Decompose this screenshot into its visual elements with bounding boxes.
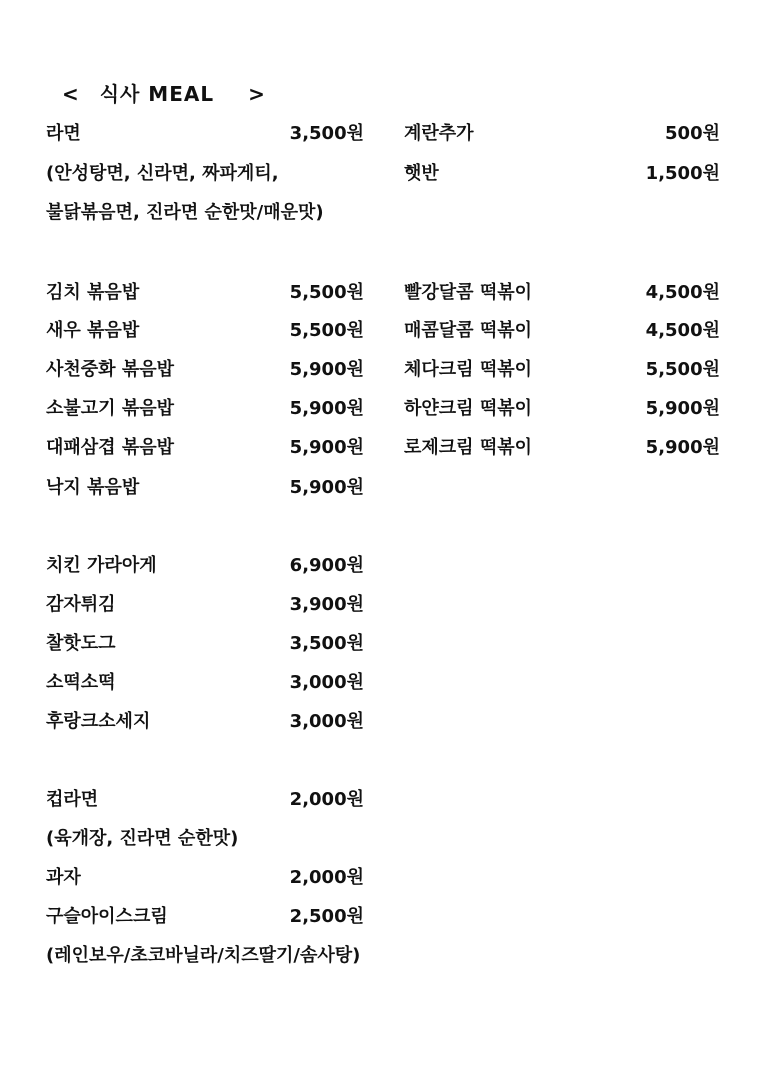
menu-item xyxy=(46,435,364,461)
menu-item xyxy=(404,318,720,344)
menu-item-name: 낙지 볶음밥 xyxy=(46,477,140,498)
menu-item xyxy=(404,357,720,383)
menu-item-price: 5,500원 xyxy=(645,359,720,380)
menu-item-note: 불닭볶음면, 진라면 순한맛/매운맛) xyxy=(46,202,324,223)
menu-item-name: 로제크림 떡볶이 xyxy=(404,437,532,458)
menu-item-note: (육개장, 진라면 순한맛) xyxy=(46,828,239,849)
menu-item-price: 2,000원 xyxy=(289,867,364,888)
menu-item-price: 3,000원 xyxy=(289,672,364,693)
menu-header xyxy=(46,54,266,107)
menu-item-name: 컵라면 xyxy=(46,789,99,810)
menu-item-price: 5,500원 xyxy=(289,282,364,303)
menu-item xyxy=(46,787,364,813)
menu-item-name: 구슬아이스크림 xyxy=(46,906,168,927)
menu-item-name: 계란추가 xyxy=(404,123,474,144)
menu-item-name: 소불고기 볶음밥 xyxy=(46,398,174,419)
menu-item-price: 5,900원 xyxy=(289,437,364,458)
menu-item-price: 5,900원 xyxy=(289,398,364,419)
menu-item-name: 후랑크소세지 xyxy=(46,711,151,732)
menu-item-name: 빨강달콤 떡볶이 xyxy=(404,282,532,303)
menu-item xyxy=(46,475,364,501)
menu-item-name: 소떡소떡 xyxy=(46,672,116,693)
menu-item xyxy=(404,435,720,461)
menu-item-note: (레인보우/초코바닐라/치즈딸기/솜사탕) xyxy=(46,945,361,966)
next-arrow[interactable]: > xyxy=(248,82,266,106)
menu-item xyxy=(404,161,720,187)
menu-item-price: 5,900원 xyxy=(645,398,720,419)
menu-item-name: 새우 볶음밥 xyxy=(46,320,140,341)
menu-item-price: 5,900원 xyxy=(289,477,364,498)
menu-item-price: 3,500원 xyxy=(289,123,364,144)
menu-item-name: 감자튀김 xyxy=(46,594,116,615)
menu-title: 식사 MEAL xyxy=(99,82,215,106)
menu-item-price: 5,900원 xyxy=(289,359,364,380)
menu-item-name: 체다크림 떡볶이 xyxy=(404,359,532,380)
menu-item-name: 하얀크림 떡볶이 xyxy=(404,398,532,419)
menu-item xyxy=(46,396,364,422)
menu-item-price: 3,900원 xyxy=(289,594,364,615)
menu-item-note: (안성탕면, 신라면, 짜파게티, xyxy=(46,163,279,184)
menu-item xyxy=(404,280,720,306)
menu-item-price: 2,500원 xyxy=(289,906,364,927)
menu-item-price: 5,500원 xyxy=(289,320,364,341)
prev-arrow[interactable]: < xyxy=(61,82,80,106)
menu-item xyxy=(46,670,364,696)
menu-item-name: 매콤달콤 떡볶이 xyxy=(404,320,532,341)
menu-item-name: 김치 볶음밥 xyxy=(46,282,140,303)
menu-item xyxy=(46,318,364,344)
menu-item xyxy=(46,631,364,657)
menu-item xyxy=(46,592,364,618)
menu-item xyxy=(46,709,364,735)
menu-item xyxy=(46,357,364,383)
menu-item xyxy=(46,553,364,579)
menu-item-price: 5,900원 xyxy=(645,437,720,458)
menu-item-name: 대패삼겹 볶음밥 xyxy=(46,437,174,458)
menu-item xyxy=(404,121,720,147)
menu-item xyxy=(46,121,364,147)
menu-item-price: 6,900원 xyxy=(289,555,364,576)
menu-item-price: 1,500원 xyxy=(645,163,720,184)
menu-item xyxy=(46,280,364,306)
menu-item-price: 4,500원 xyxy=(645,320,720,341)
menu-item-price: 500원 xyxy=(665,123,720,144)
menu-item-price: 4,500원 xyxy=(645,282,720,303)
menu-item-name: 사천중화 볶음밥 xyxy=(46,359,174,380)
menu-item-price: 2,000원 xyxy=(289,789,364,810)
menu-item-name: 햇반 xyxy=(404,163,439,184)
menu-item-name: 치킨 가라아게 xyxy=(46,555,157,576)
menu-item-name: 찰핫도그 xyxy=(46,633,116,654)
menu-item-price: 3,000원 xyxy=(289,711,364,732)
menu-item-name: 라면 xyxy=(46,123,81,144)
menu-item xyxy=(46,865,364,891)
menu-item xyxy=(404,396,720,422)
menu-item-price: 3,500원 xyxy=(289,633,364,654)
menu-item-name: 과자 xyxy=(46,867,81,888)
menu-item xyxy=(46,904,364,930)
